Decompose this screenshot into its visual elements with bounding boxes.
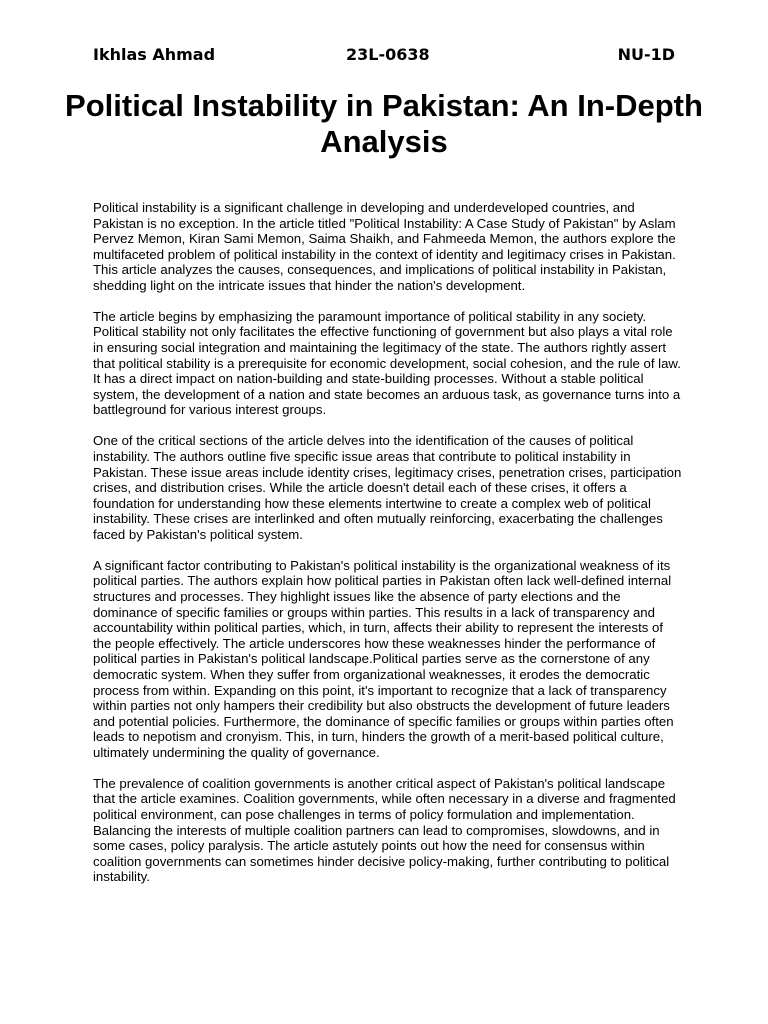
author-name: Ikhlas Ahmad [93, 45, 216, 64]
document-header [93, 44, 675, 66]
section-code: NU-1D [617, 45, 675, 64]
paragraph-4: A significant factor contributing to Pakistan's political instability is the organizational weakness of its political parties. The authors explain how political parties in Pakistan often lack well-defined internal structures and processes. They highlight issues like the absence of party elections and the dominance of specific families or groups within parties. This results in a lack of transparency and accountability within political parties, which, in turn, affects their ability to represent the interests of the people effectively. The article underscores how these weaknesses hinder the performance of political parties in Pakistan's political landscape.Political parties serve as the cornerstone of any democratic system. When they suffer from organizational weaknesses, it erodes the democratic process from within. Expanding on this point, it's important to recognize that a lack of transparency within parties not only hampers their credibility but also obstructs the development of future leaders and potential policies. Furthermore, the dominance of specific families or groups within parties often leads to nepotism and cronyism. This, in turn, hinders the growth of a merit-based political culture, ultimately undermining the quality of governance. [93, 557, 674, 760]
paragraph-1: Political instability is a significant challenge in developing and underdeveloped countries, and Pakistan is no exception. In the article titled "Political Instability: A Case Study of Pakistan" by Aslam Pervez Memon, Kiran Sami Memon, Saima Shaikh, and Fahmeeda Memon, the authors explore the multifaceted problem of political instability in the context of identity and legitimacy crises in Pakistan. This article analyzes the causes, consequences, and implications of political instability in Pakistan, shedding light on the intricate issues that hinder the nation's development. [93, 200, 676, 293]
paragraph-3: One of the critical sections of the article delves into the identification of the causes of political instability. The authors outline five specific issue areas that contribute to political instability in Pakistan. These issue areas include identity crises, legitimacy crises, penetration crises, participation crises, and distribution crises. While the article doesn't detail each of these crises, it offers a foundation for understanding how these elements intertwine to create a complex web of political instability. These crises are interlinked and often mutually reinforcing, exacerbating the challenges faced by Pakistan's political system. [93, 433, 682, 542]
paragraph-5: The prevalence of coalition governments is another critical aspect of Pakistan's political landscape that the article examines. Coalition governments, while often necessary in a diverse and fragmented political environment, can pose challenges in terms of policy formulation and implementation. Balancing the interests of multiple coalition partners can lead to compromises, slowdowns, and in some cases, policy paralysis. The article astutely points out how the need for consensus within coalition governments can sometimes hinder decisive policy-making, further contributing to political instability. [93, 775, 676, 885]
paragraph-2: The article begins by emphasizing the paramount importance of political stability in any society. Political stability not only facilitates the effective functioning of government but also plays a vital role in ensuring social integration and maintaining the legitimacy of the state. The authors rightly assert that political stability is a prerequisite for economic development, social cohesion, and the rule of law. It has a direct impact on nation-building and state-building processes. Without a stable political system, the development of a nation and state becomes an arduous task, as governance turns into a battleground for various interest groups. [93, 308, 681, 418]
document-body [93, 200, 683, 900]
student-id: 23L-0638 [346, 45, 430, 64]
document-title: Political Instability in Pakistan: An In-Depth Analysis [65, 88, 703, 159]
